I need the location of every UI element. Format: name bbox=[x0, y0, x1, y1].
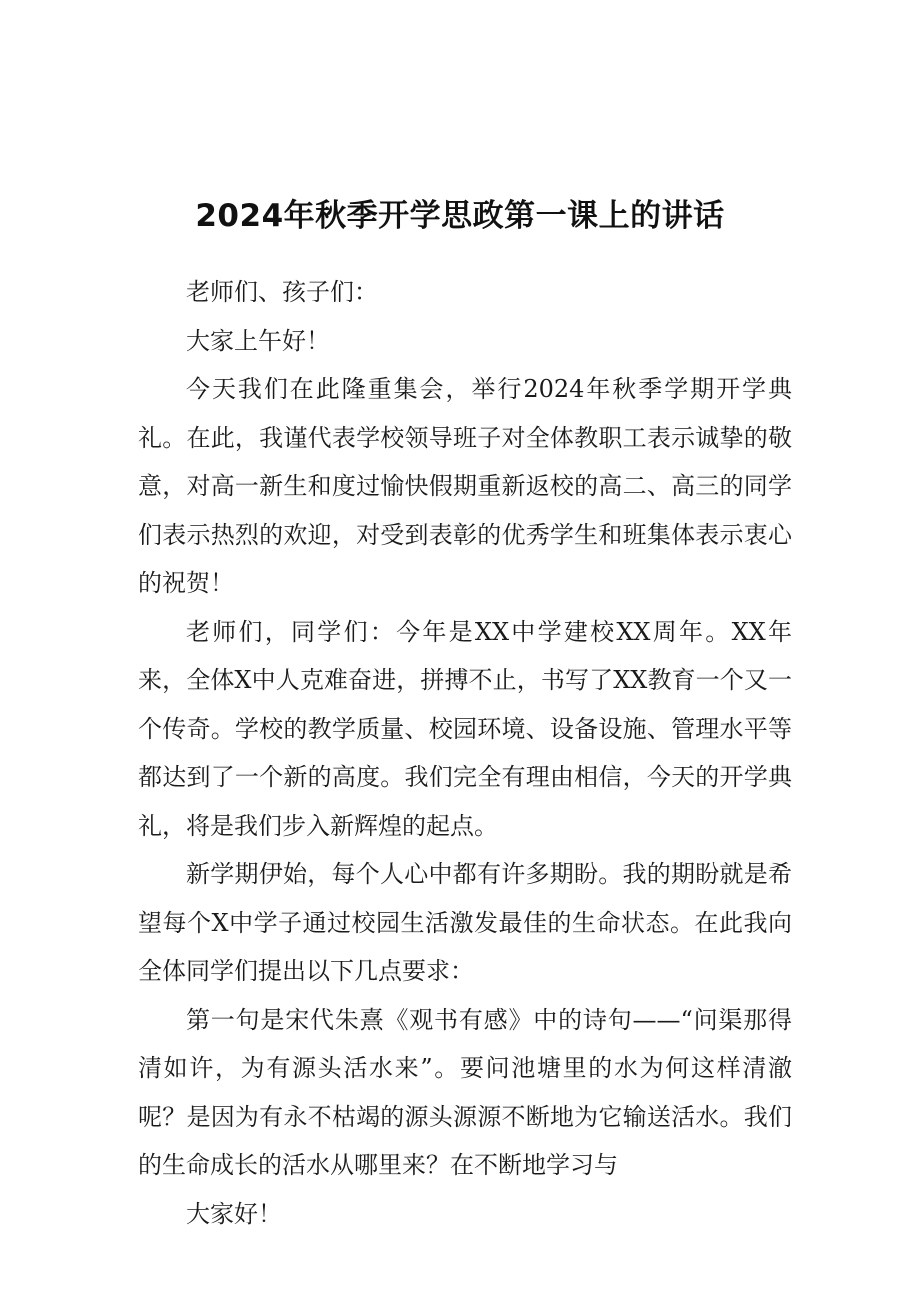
greeting: 大家上午好！ bbox=[186, 326, 330, 355]
closing-greeting: 大家好！ bbox=[186, 1199, 282, 1228]
document-title: 2024年秋季开学思政第一课上的讲话 bbox=[195, 197, 725, 234]
document-body bbox=[138, 268, 792, 1238]
paragraph-opening: 今天我们在此隆重集会，举行2024年秋季学期开学典礼。在此，我谨代表学校领导班子对全体教职工表示诚挚的敬意，对高一新生和度过愉快假期重新返校的高二、高三的同学们表示热烈的欢迎，对受到表彰的优秀学生和班集体表示衷心的祝贺！ bbox=[138, 375, 792, 597]
salutation: 老师们、孩子们： bbox=[186, 278, 378, 306]
paragraph-expectations: 新学期伊始，每个人心中都有许多期盼。我的期盼就是希望每个X中学子通过校园生活激发最佳的生命状态。在此我向全体同学们提出以下几点要求： bbox=[138, 860, 792, 985]
paragraph-anniversary: 老师们，同学们：今年是XX中学建校XX周年。XX年来，全体X中人克难奋进，拼搏不止，书写了XX教育一个又一个传奇。学校的教学质量、校园环境、设备设施、管理水平等都达到了一个新的高度。我们完全有理由相信，今天的开学典礼，将是我们步入新辉煌的起点。 bbox=[138, 617, 792, 840]
paragraph-poem: 第一句是宋代朱熹《观书有感》中的诗句——“问渠那得清如许，为有源头活水来”。要问池塘里的水为何这样清澈呢？是因为有永不枯竭的源头源源不断地为它输送活水。我们的生命成长的活水从哪里来？在不断地学习与 bbox=[138, 1005, 792, 1179]
